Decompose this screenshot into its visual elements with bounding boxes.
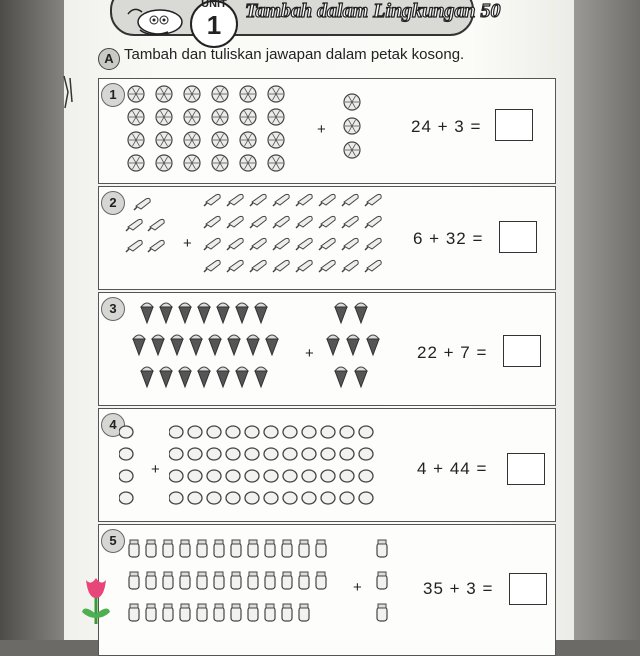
- ice-pop-icon: [227, 194, 243, 206]
- ice-cream-cone-icon: [255, 367, 267, 387]
- ice-cream-cone-icon: [209, 335, 221, 355]
- bean-icon: [302, 426, 316, 438]
- lemon-slice-icon: [240, 86, 256, 102]
- ice-pop-icon: [342, 260, 358, 272]
- ice-cream-cone-icon: [179, 303, 191, 323]
- ice-cream-cone-icon: [355, 367, 367, 387]
- jar-icon: [282, 572, 292, 589]
- bean-icon: [226, 470, 240, 482]
- jar-icon: [231, 604, 241, 621]
- bean-icon: [245, 426, 259, 438]
- jar-icon: [197, 572, 207, 589]
- bean-group-left: [119, 425, 141, 515]
- ice-cream-cone-icon: [236, 367, 248, 387]
- bean-icon: [340, 426, 354, 438]
- jar-icon: [299, 604, 309, 621]
- lemon-slice-icon: [184, 86, 200, 102]
- ice-cream-cone-icon: [179, 367, 191, 387]
- ice-pop-icon: [296, 260, 312, 272]
- lemon-slice-icon: [212, 109, 228, 125]
- ice-pop-icon: [319, 260, 335, 272]
- plus-sign: +: [317, 121, 326, 138]
- question-number: 1: [101, 83, 125, 107]
- lemon-slice-icon: [240, 155, 256, 171]
- ice-pop-icon: [250, 216, 266, 228]
- lemon-slice-icon: [184, 155, 200, 171]
- jar-icon: [282, 540, 292, 557]
- bean-icon: [207, 492, 221, 504]
- bean-group-right: [169, 425, 379, 515]
- ice-pop-icon: [319, 194, 335, 206]
- jar-icon: [197, 604, 207, 621]
- equation-text: 6 + 32 =: [413, 229, 484, 248]
- ice-cream-cone-icon: [335, 367, 347, 387]
- bean-icon: [283, 448, 297, 460]
- question-5: [98, 524, 556, 656]
- ice-pop-icon: [250, 238, 266, 250]
- bean-icon: [245, 448, 259, 460]
- ice-pop-icon: [126, 240, 142, 252]
- jar-icon: [316, 540, 326, 557]
- ice-pop-icon: [296, 194, 312, 206]
- jar-icon: [214, 540, 224, 557]
- jar-group-right: [375, 539, 395, 633]
- ice-cream-cone-icon: [247, 335, 259, 355]
- bean-icon: [302, 448, 316, 460]
- ice-cream-cone-icon: [152, 335, 164, 355]
- lemon-slice-icon: [212, 155, 228, 171]
- mascot-icon: [120, 0, 190, 40]
- ice-cream-cone-icon: [141, 303, 153, 323]
- bean-icon: [207, 470, 221, 482]
- ice-pop-icon: [342, 216, 358, 228]
- jar-icon: [129, 540, 139, 557]
- bean-icon: [340, 470, 354, 482]
- bean-icon: [207, 426, 221, 438]
- ice-cream-cone-icon: [171, 335, 183, 355]
- bean-icon: [302, 492, 316, 504]
- plus-sign: +: [151, 461, 160, 478]
- ice-pop-icon: [296, 216, 312, 228]
- ice-cream-cone-icon: [198, 367, 210, 387]
- ice-pop-icon: [250, 260, 266, 272]
- jar-icon: [146, 604, 156, 621]
- bean-icon: [264, 448, 278, 460]
- plus-sign: +: [183, 235, 192, 252]
- bean-icon: [264, 492, 278, 504]
- ice-pop-icon: [273, 238, 289, 250]
- equation-text: 24 + 3 =: [411, 117, 482, 136]
- unit-number: 1: [206, 10, 222, 40]
- bean-icon: [283, 492, 297, 504]
- lemon-slice-icon: [128, 155, 144, 171]
- question-4: [98, 408, 556, 522]
- bean-icon: [264, 426, 278, 438]
- ice-pop-icon: [342, 238, 358, 250]
- lemon-slice-icon: [128, 86, 144, 102]
- jar-icon: [248, 572, 258, 589]
- jar-icon: [377, 572, 387, 589]
- lemon-slice-icon: [212, 132, 228, 148]
- bean-icon: [169, 426, 183, 438]
- bean-icon: [169, 492, 183, 504]
- bean-icon: [264, 470, 278, 482]
- ice-pop-icon: [365, 194, 381, 206]
- jar-icon: [180, 540, 190, 557]
- bean-icon: [340, 448, 354, 460]
- section-instruction-row: [98, 44, 568, 70]
- equation-text: 22 + 7 =: [417, 343, 488, 362]
- bean-icon: [359, 448, 373, 460]
- answer-box[interactable]: [495, 109, 533, 141]
- lemon-slice-icon: [128, 109, 144, 125]
- lemon-slice-icon: [184, 132, 200, 148]
- ice-pop-icon: [148, 240, 164, 252]
- jar-icon: [299, 540, 309, 557]
- ice-cream-cone-icon: [355, 303, 367, 323]
- bean-icon: [245, 470, 259, 482]
- jar-icon: [231, 572, 241, 589]
- lemon-slice-icon: [268, 86, 284, 102]
- ice-cream-cone-icon: [217, 367, 229, 387]
- lemon-slice-icon: [268, 132, 284, 148]
- ice-cream-cone-icon: [266, 335, 278, 355]
- jar-icon: [163, 604, 173, 621]
- ice-pop-icon: [126, 219, 142, 231]
- bean-icon: [321, 470, 335, 482]
- jar-icon: [299, 572, 309, 589]
- lemon-slice-icon: [268, 109, 284, 125]
- unit-badge: [190, 0, 238, 48]
- bean-icon: [169, 470, 183, 482]
- bean-icon: [119, 470, 133, 482]
- ice-cream-cone-icon: [198, 303, 210, 323]
- ice-cream-cone-icon: [133, 335, 145, 355]
- lemon-slice-group-left: [127, 85, 297, 177]
- section-badge: A: [98, 48, 120, 70]
- ice-cream-cone-icon: [160, 303, 172, 323]
- jar-icon: [180, 572, 190, 589]
- ice-pop-icon: [227, 238, 243, 250]
- bean-icon: [321, 448, 335, 460]
- jar-icon: [129, 604, 139, 621]
- bean-icon: [188, 426, 202, 438]
- ice-cream-cone-icon: [255, 303, 267, 323]
- ice-cream-cone-group-right: [325, 301, 389, 401]
- jar-icon: [248, 604, 258, 621]
- question-2: [98, 186, 556, 290]
- page-edge-shadow: [574, 0, 640, 640]
- answer-box[interactable]: [509, 573, 547, 605]
- ice-cream-cone-icon: [327, 335, 339, 355]
- bean-icon: [169, 448, 183, 460]
- ice-pop-icon: [296, 238, 312, 250]
- bean-icon: [283, 470, 297, 482]
- lemon-slice-icon: [344, 118, 360, 134]
- bean-icon: [119, 492, 133, 504]
- ice-pop-icon: [227, 260, 243, 272]
- ice-cream-cone-icon: [335, 303, 347, 323]
- answer-box[interactable]: [499, 221, 537, 253]
- answer-box[interactable]: [503, 335, 541, 367]
- bean-icon: [226, 492, 240, 504]
- jar-icon: [377, 604, 387, 621]
- jar-icon: [316, 572, 326, 589]
- jar-group-left: [127, 539, 337, 633]
- ice-pop-group-left: [125, 197, 177, 281]
- bean-icon: [321, 426, 335, 438]
- facing-page-mark-icon: [62, 72, 74, 112]
- lemon-slice-icon: [156, 109, 172, 125]
- lemon-slice-icon: [240, 132, 256, 148]
- jar-icon: [197, 540, 207, 557]
- bean-icon: [340, 492, 354, 504]
- bean-icon: [283, 426, 297, 438]
- bean-icon: [359, 426, 373, 438]
- bean-icon: [119, 426, 133, 438]
- answer-box[interactable]: [507, 453, 545, 485]
- lemon-slice-icon: [156, 132, 172, 148]
- plus-sign: +: [353, 579, 362, 596]
- ice-cream-cone-icon: [141, 367, 153, 387]
- plus-sign: +: [305, 345, 314, 362]
- bean-icon: [119, 448, 133, 460]
- ice-cream-cone-icon: [160, 367, 172, 387]
- jar-icon: [282, 604, 292, 621]
- jar-icon: [265, 572, 275, 589]
- jar-icon: [163, 572, 173, 589]
- ice-pop-icon: [273, 194, 289, 206]
- page-title: Tambah dalam Lingkungan 50: [245, 0, 501, 22]
- jar-icon: [180, 604, 190, 621]
- lemon-slice-group-right: [343, 93, 367, 163]
- ice-pop-icon: [204, 260, 220, 272]
- bean-icon: [321, 492, 335, 504]
- lemon-slice-icon: [184, 109, 200, 125]
- ice-cream-cone-group-left: [131, 301, 291, 401]
- bean-icon: [302, 470, 316, 482]
- instruction-text: Tambah dan tuliskan jawapan dalam petak kosong.: [124, 46, 465, 63]
- jar-icon: [214, 604, 224, 621]
- jar-icon: [265, 604, 275, 621]
- bean-icon: [359, 492, 373, 504]
- question-number: 5: [101, 529, 125, 553]
- ice-cream-cone-icon: [217, 303, 229, 323]
- lemon-slice-icon: [128, 132, 144, 148]
- ice-pop-icon: [204, 238, 220, 250]
- unit-label: UNIT: [201, 0, 227, 10]
- ice-pop-icon: [204, 216, 220, 228]
- ice-pop-icon: [273, 260, 289, 272]
- lemon-slice-icon: [156, 86, 172, 102]
- tulip-icon: [78, 574, 114, 624]
- jar-icon: [377, 540, 387, 557]
- ice-pop-icon: [342, 194, 358, 206]
- ice-pop-icon: [365, 238, 381, 250]
- lemon-slice-icon: [344, 94, 360, 110]
- lemon-slice-icon: [156, 155, 172, 171]
- lemon-slice-icon: [344, 142, 360, 158]
- ice-pop-icon: [148, 219, 164, 231]
- bean-icon: [359, 470, 373, 482]
- equation-text: 4 + 44 =: [417, 459, 488, 478]
- bean-icon: [245, 492, 259, 504]
- jar-icon: [231, 540, 241, 557]
- ice-cream-cone-icon: [190, 335, 202, 355]
- equation-text: 35 + 3 =: [423, 579, 494, 598]
- bean-icon: [226, 426, 240, 438]
- bean-icon: [226, 448, 240, 460]
- lemon-slice-icon: [240, 109, 256, 125]
- jar-icon: [163, 540, 173, 557]
- jar-icon: [265, 540, 275, 557]
- ice-pop-icon: [319, 238, 335, 250]
- ice-pop-icon: [227, 216, 243, 228]
- question-number: 3: [101, 297, 125, 321]
- question-3: [98, 292, 556, 406]
- bean-icon: [188, 492, 202, 504]
- ice-pop-icon: [319, 216, 335, 228]
- bean-icon: [188, 470, 202, 482]
- ice-pop-icon: [134, 198, 150, 210]
- ice-pop-group-right: [203, 193, 393, 281]
- ice-pop-icon: [365, 260, 381, 272]
- jar-icon: [146, 572, 156, 589]
- lemon-slice-icon: [268, 155, 284, 171]
- jar-icon: [248, 540, 258, 557]
- bean-icon: [207, 448, 221, 460]
- ice-cream-cone-icon: [228, 335, 240, 355]
- ice-pop-icon: [204, 194, 220, 206]
- ice-pop-icon: [273, 216, 289, 228]
- ice-cream-cone-icon: [347, 335, 359, 355]
- bean-icon: [188, 448, 202, 460]
- question-number: 4: [101, 413, 125, 437]
- question-number: 2: [101, 191, 125, 215]
- ice-cream-cone-icon: [236, 303, 248, 323]
- jar-icon: [129, 572, 139, 589]
- jar-icon: [214, 572, 224, 589]
- jar-icon: [146, 540, 156, 557]
- lemon-slice-icon: [212, 86, 228, 102]
- book-spine-shadow: [0, 0, 70, 640]
- question-1: [98, 78, 556, 184]
- ice-pop-icon: [250, 194, 266, 206]
- ice-pop-icon: [365, 216, 381, 228]
- ice-cream-cone-icon: [367, 335, 379, 355]
